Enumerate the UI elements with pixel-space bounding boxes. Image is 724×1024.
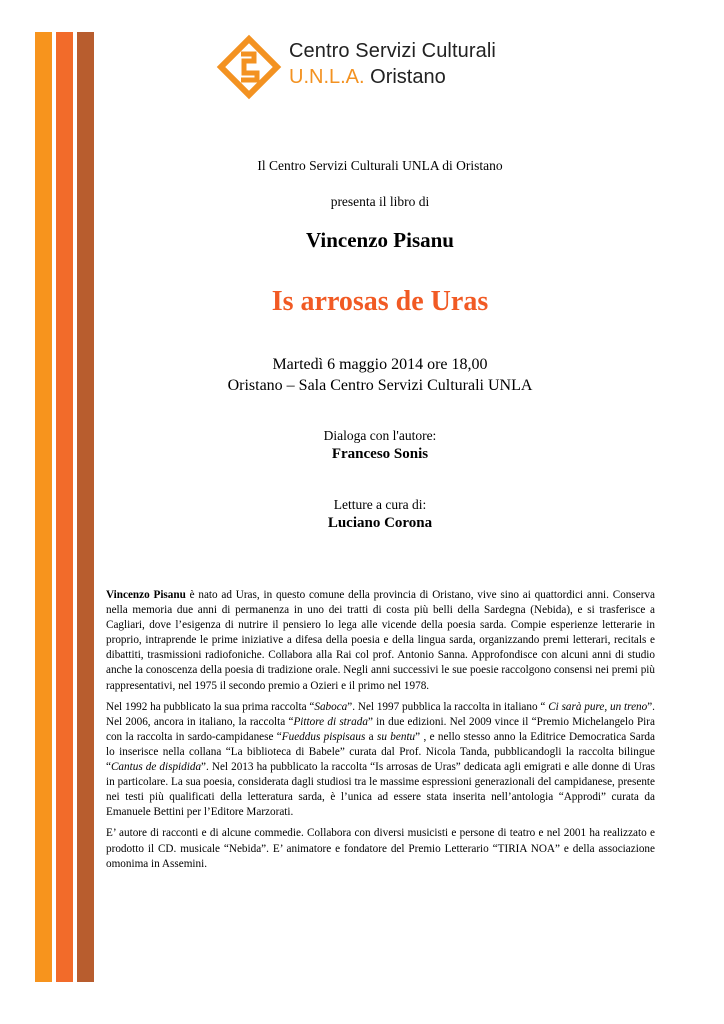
event-date: Martedì 6 maggio 2014 ore 18,00 — [272, 356, 488, 373]
bio-paragraph-1-text: è nato ad Uras, in questo comune della provincia di Oristano, vive sino ai quattordici anni. Conserva nella memoria due anni di permanenza in uno dei tratti di costa più belli della Sardegna (Nebida), e si trasferisce a Cagliari, dove l’esigenza di nutrire il pensiero lo lega alle vicende della poesia sarda. Compie esperienze letterarie in proprio, intraprende le prime iniziative a difesa della poesia e della lingua sarda, organizzando premi letterari, recitals e dibattiti, trasmissioni radiofoniche. Collabora alla Rai col prof. Antonio Sanna. Approfondisce con alcuni anni di studio anche la conoscenza della poesia di tradizione orale. Negli anni successivi le sue poesie raccolgono consensi nei premi più rappresentativi, nel 1975 il secondo premio a Ozieri e il primo nel 1978. — [106, 589, 655, 692]
logo-line2 — [289, 66, 446, 89]
bio-work-title: su bentu — [377, 730, 416, 743]
bio-text-run: Nel 1992 ha pubblicato la sua prima raccolta “ — [106, 700, 315, 713]
logo-city: Oristano — [370, 66, 446, 88]
bio-text-run: ”. Nel 1997 pubblica la raccolta in italiano “ — [347, 700, 549, 713]
bio-work-title: Saboca — [314, 700, 348, 713]
bio-text-run: ”. Nel 2013 ha pubblicato la raccolta “Is arrosas de Uras” dedicata agli emigrati e alle donne di Uras in particolare. La sua poesia, considerata dagli studiosi tra le massime espressioni generazionali del campidanese, presente nei testi più qualificati della letteratura sarda, è l’unica ad essere stata inserita nell’antologia “Approdi” curata da Emanuele Bettini per l’Editore Marzorati. — [106, 761, 655, 819]
bio-paragraph-3: E’ autore di racconti e di alcune commedie. Collabora con diversi musicisti e persone di teatro e nel 2001 ha realizzato e prodotto il CD. musicale “Nebida”. E’ animatore e fondatore del Premio Letterario “TIRIA NOA” e della associazione omonima in Assemini. — [106, 827, 655, 870]
bio-text-run: ” in due edizioni. Nel 2009 vince il “Premio Michelangelo Pira con la raccolta in sardo-campidanese “ — [106, 715, 655, 743]
presents-text: presenta il libro di — [330, 194, 430, 209]
logo-emblem-icon — [216, 34, 282, 100]
intro-text: Il Centro Servizi Culturali UNLA di Oristano — [257, 158, 503, 173]
event-venue: Oristano – Sala Centro Servizi Culturali UNLA — [227, 377, 533, 394]
dialogue-name: Franceso Sonis — [331, 446, 429, 462]
bio-text-run: ”. Nel 2006, ancora in italiano, la raccolta “ — [106, 700, 655, 728]
logo — [212, 30, 496, 100]
decorative-stripe-1 — [35, 32, 52, 982]
bio-text-run: ” , e nello stesso anno la Editrice Democratica Sarda lo inserisce nella collana “La biblioteca di Babele” curata dal Prof. Nicola Tanda, pubblicandogli la raccolta bilingue “ — [106, 730, 655, 774]
decorative-stripe-2 — [56, 32, 73, 982]
author-name: Vincenzo Pisanu — [306, 228, 454, 252]
bio-author-name: Vincenzo Pisanu — [106, 589, 186, 601]
decorative-stripe-3 — [77, 32, 94, 982]
readings-label: Letture a cura di: — [333, 497, 427, 512]
bio-work-title: Pittore di strada — [293, 715, 368, 728]
bio-work-title: Ci sarà pure, un treno — [548, 700, 648, 713]
logo-org: U.N.L.A. — [289, 66, 365, 88]
logo-line1: Centro Servizi Culturali — [289, 40, 496, 62]
bio-paragraph-2 — [106, 700, 655, 821]
bio-work-title: Cantus de dispidida — [110, 761, 202, 774]
book-title: Is arrosas de Uras — [271, 286, 489, 317]
bio-paragraph-1 — [106, 588, 655, 694]
readings-name: Luciano Corona — [327, 515, 433, 531]
dialogue-label: Dialoga con l'autore: — [323, 428, 437, 443]
bio-text-run: a — [365, 730, 377, 743]
author-biography — [106, 588, 655, 878]
bio-work-title: Fueddus pispisaus — [281, 730, 366, 743]
